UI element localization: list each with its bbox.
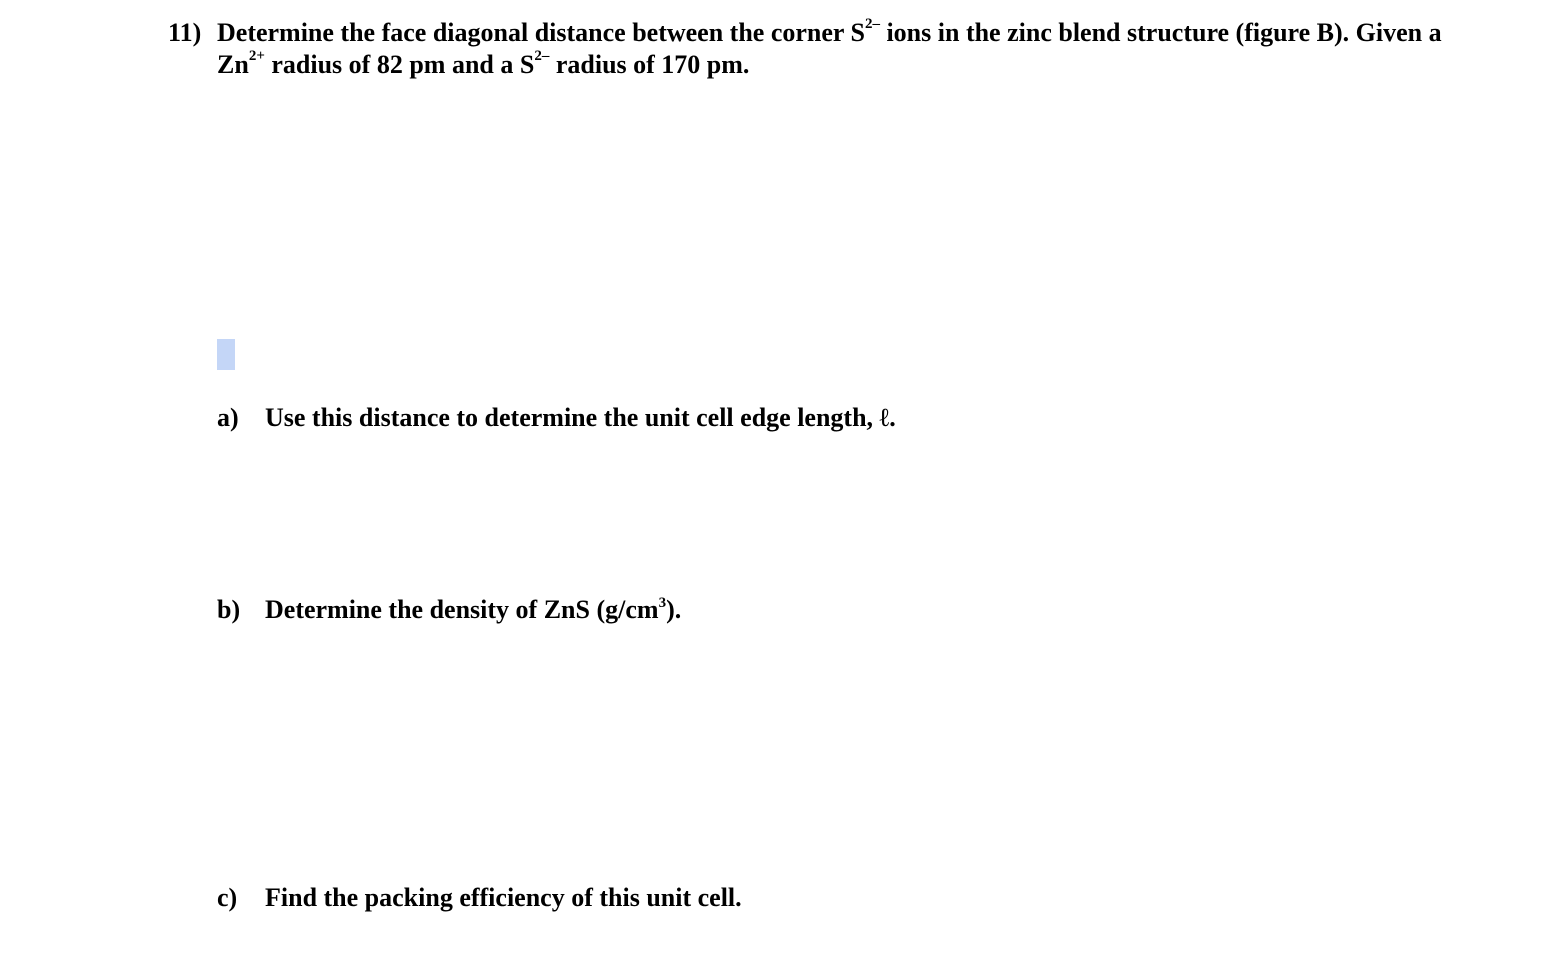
part-c-text: Find the packing efficiency of this unit cell. (265, 883, 742, 912)
question-number: 11) (168, 18, 202, 47)
question-text-segment: radius of 82 pm and a S (264, 50, 535, 79)
part-b-text (265, 594, 681, 626)
question-text-line-1 (217, 17, 1442, 49)
part-a-letter: a) (217, 403, 239, 432)
part-b-text-segment: ). (666, 595, 682, 624)
answer-area-text-cursor[interactable] (217, 339, 235, 370)
charge-superscript: 2– (534, 48, 550, 65)
question-text-line-2 (217, 49, 749, 81)
charge-superscript: 2+ (248, 48, 265, 65)
question-text-segment: Zn (217, 50, 249, 79)
part-c-letter: c) (217, 883, 238, 912)
question-text-segment: Determine the face diagonal distance between the corner S (217, 18, 865, 47)
part-b-letter: b) (217, 595, 241, 624)
part-a-text: Use this distance to determine the unit cell edge length, ℓ. (265, 403, 896, 432)
part-b-text-segment: Determine the density of ZnS (g/cm (265, 595, 659, 624)
question-text-segment: ions in the zinc blend structure (figure B). Given a (879, 18, 1442, 47)
question-text-segment: radius of 170 pm. (549, 50, 750, 79)
charge-superscript: 2– (864, 16, 880, 33)
exponent-superscript: 3 (658, 595, 667, 612)
